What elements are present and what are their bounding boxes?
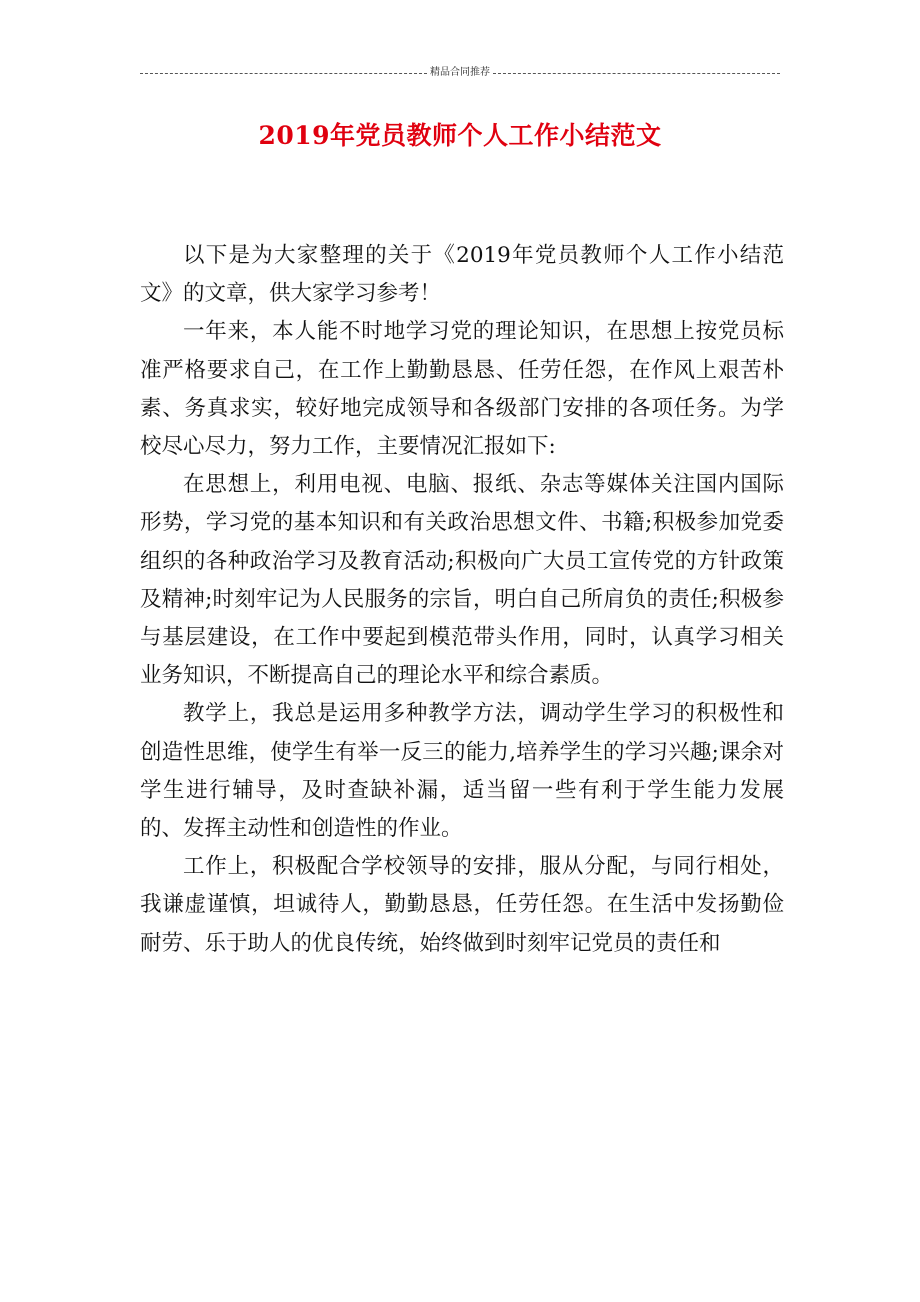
paragraph-summary: 一年来，本人能不时地学习党的理论知识，在思想上按党员标准严格要求自己，在工作上勤勤恳恳、任劳任怨，在作风上艰苦朴素、务真求实，较好地完成领导和各级部门安排的各项任务。为学校尽心尽力，努力工作，主要情况汇报如下: xyxy=(140,319,784,460)
header-dashed-rule-right xyxy=(493,73,780,74)
document-title: 2019年党员教师个人工作小结范文 xyxy=(258,121,662,150)
header-dashed-rule-left xyxy=(140,73,427,74)
header-banner xyxy=(140,66,780,80)
header-banner-text: 精品合同推荐 xyxy=(430,67,490,78)
paragraph-thought: 在思想上，利用电视、电脑、报纸、杂志等媒体关注国内国际形势，学习党的基本知识和有关政治思想文件、书籍;积极参加党委组织的各种政治学习及教育活动;积极向广大员工宣传党的方针政策及精神;时刻牢记为人民服务的宗旨，明白自己所肩负的责任;积极参与基层建设，在工作中要起到模范带头作用，同时，认真学习相关业务知识，不断提高自己的理论水平和综合素质。 xyxy=(140,472,784,689)
paragraph-work: 工作上，积极配合学校领导的安排，服从分配，与同行相处，我谦虚谨慎，坦诚待人，勤勤恳恳，任劳任怨。在生活中发扬勤俭耐劳、乐于助人的优良传统，始终做到时刻牢记党员的责任和 xyxy=(140,854,784,956)
paragraph-intro: 以下是为大家整理的关于《2019年党员教师个人工作小结范文》的文章，供大家学习参考！ xyxy=(140,243,784,307)
document-body xyxy=(140,237,784,963)
paragraph-teaching: 教学上，我总是运用多种教学方法，调动学生学习的积极性和创造性思维，使学生有举一反三的能力,培养学生的学习兴趣;课余对学生进行辅导，及时查缺补漏，适当留一些有利于学生能力发展的、发挥主动性和创造性的作业。 xyxy=(140,701,784,842)
